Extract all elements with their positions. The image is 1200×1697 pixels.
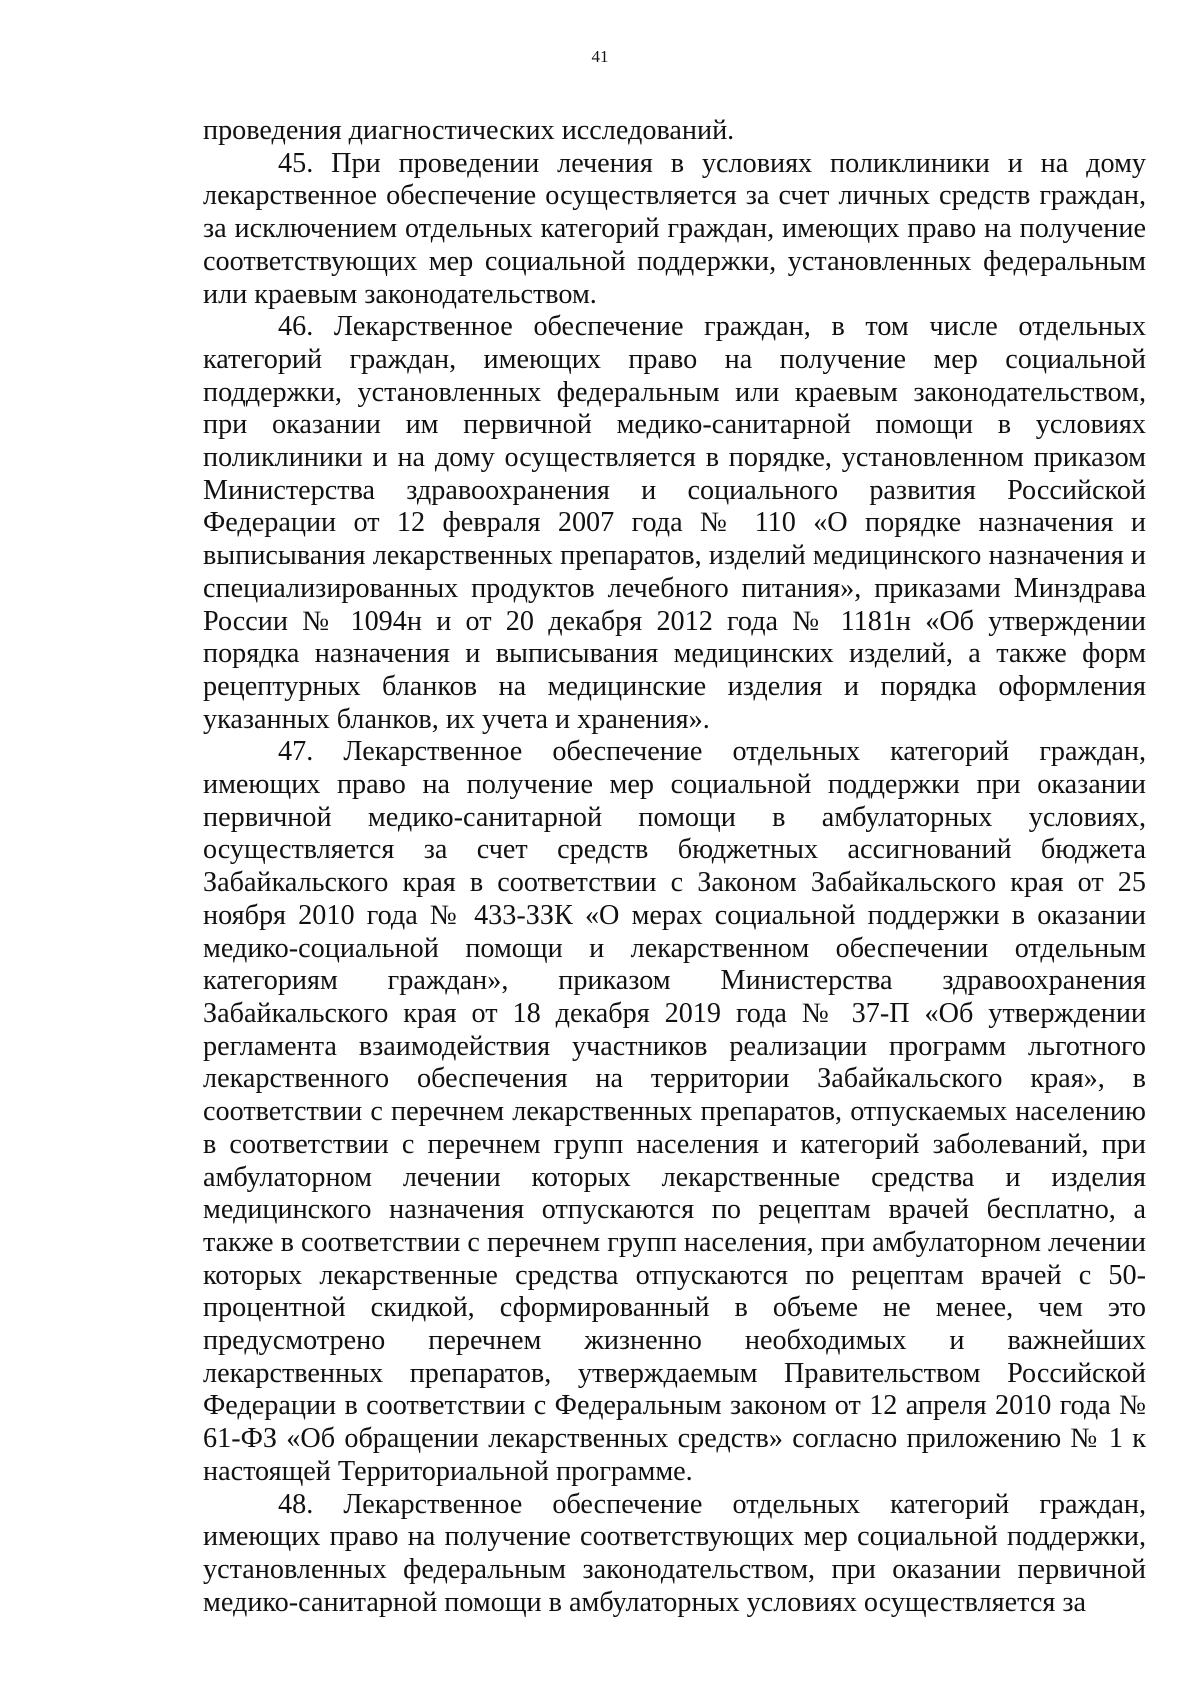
paragraph-45: 45. При проведении лечения в условиях поликлиники и на дому лекарственное обеспечение осуществляется за счет личных средств граждан, за исключением отдельных категорий граждан, имеющих право на получение соответствующих мер социальной поддержки, установленных федеральным или краевым законодательством. bbox=[203, 147, 1146, 310]
paragraph-continuation: проведения диагностических исследований. bbox=[203, 115, 735, 146]
paragraph-48: 48. Лекарственное обеспечение отдельных категорий граждан, имеющих право на получение соответствующих мер социальной поддержки, установленных федеральным законодательством, при оказании первичной медико-санитарной помощи в амбулаторных условиях осуществляется за bbox=[203, 1488, 1146, 1618]
page-number: 41 bbox=[591, 47, 609, 66]
document-body bbox=[203, 115, 1146, 1619]
paragraph-47: 47. Лекарственное обеспечение отдельных категорий граждан, имеющих право на получение мер социальной поддержки при оказании первичной медико-санитарной помощи в амбулаторных условиях, осуществляется за счет средств бюджетных ассигнований бюджета Забайкальского края в соответствии с Законом Забайкальского края от 25 ноября 2010 года № 433-ЗЗК «О мерах социальной поддержки в оказании медико-социальной помощи и лекарственном обеспечении отдельным категориям граждан», приказом Министерства здравоохранения Забайкальского края от 18 декабря 2019 года № 37-П «Об утверждении регламента взаимодействия участников реализации программ льготного лекарственного обеспечения на территории Забайкальского края», в соответствии с перечнем лекарственных препаратов, отпускаемых населению в соответствии с перечнем групп населения и категорий заболеваний, при амбулаторном лечении которых лекарственные средства и изделия медицинского назначения отпускаются по рецептам врачей бесплатно, а также в соответствии с перечнем групп населения, при амбулаторном лечении которых лекарственные средства отпускаются по рецептам врачей с 50-процентной скидкой, сформированный в объеме не менее, чем это предусмотрено перечнем жизненно необходимых и важнейших лекарственных препаратов, утверждаемым Правительством Российской Федерации в соответствии с Федеральным законом от 12 апреля 2010 года № 61-ФЗ «Об обращении лекарственных средств» согласно приложению № 1 к настоящей Территориальной программе. bbox=[203, 736, 1146, 1487]
paragraph-46: 46. Лекарственное обеспечение граждан, в том числе отдельных категорий граждан, имеющих право на получение мер социальной поддержки, установленных федеральным или краевым законодательством, при оказании им первичной медико-санитарной помощи в условиях поликлиники и на дому осуществляется в порядке, установленном приказом Министерства здравоохранения и социального развития Российской Федерации от 12 февраля 2007 года № 110 «О порядке назначения и выписывания лекарственных препаратов, изделий медицинского назначения и специализированных продуктов лечебного питания», приказами Минздрава России № 1094н и от 20 декабря 2012 года № 1181н «Об утверждении порядка назначения и выписывания медицинских изделий, а также форм рецептурных бланков на медицинские изделия и порядка оформления указанных бланков, их учета и хранения». bbox=[203, 311, 1146, 735]
